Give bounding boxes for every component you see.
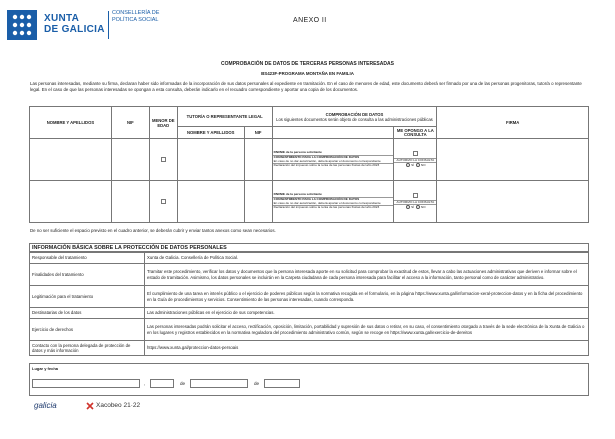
col-header-tutor: TUTOR/A O REPRESENTANTE LEGAL bbox=[177, 107, 272, 127]
no-radio[interactable] bbox=[416, 205, 420, 209]
table-row bbox=[30, 286, 589, 308]
consent-item: Declaración del impuesto sobre la renta de las personas físicas del año 2023 bbox=[273, 163, 380, 168]
minor-checkbox[interactable] bbox=[161, 199, 166, 204]
dp-label: Destinatarias de los datos bbox=[30, 308, 145, 319]
col-header-name: NOMBRE Y APELLIDOS bbox=[30, 107, 112, 139]
no-label: NO bbox=[420, 205, 426, 210]
intro-paragraph: Las personas interesadas, mediante su firma, declaran haber sido informadas de la incorporación de sus datos personales al expediente en tramitación. En el caso de menores de edad, este documento deberá ser firmado por una de las personas progenitoras, tutor/a o representante legal. En el caso de que las personas interesadas se opongan a esta consulta, deberán indicarlo en el recuadro correspondiente y aportar una copia de los documentos. bbox=[30, 81, 582, 92]
authorize-label: AUTORIZO LA CONSULTA bbox=[394, 201, 436, 206]
insufficient-space-note: De no ser suficiente el espacio previsto en el cuadro anterior, se deberán cubrir y enviar tantos anexos como sean necesarios. bbox=[30, 228, 276, 233]
table-row bbox=[30, 264, 589, 286]
place-field[interactable] bbox=[32, 379, 140, 388]
tutor-nif-field[interactable] bbox=[244, 139, 272, 181]
dp-value: El cumplimiento de una tarea en interés público o el ejercicio de poderes públicos según la normativa recogida en el formulario, en la página https://www.xunta.gal/informacion-xeral-proteccion-datos y en la ficha del procedimiento en la Guía de procedimientos y servicios. Consentimiento de las personas interesadas, cuando corresponda. bbox=[145, 286, 589, 308]
oppose-checkbox[interactable] bbox=[413, 151, 418, 156]
col-header-nif: NIF bbox=[111, 107, 149, 139]
tutor-name-field[interactable] bbox=[177, 181, 244, 223]
col-header-oppose: ME OPONGO A LA CONSULTA bbox=[394, 127, 437, 139]
table-row bbox=[30, 181, 589, 223]
table-row bbox=[30, 319, 589, 341]
table-row bbox=[30, 308, 589, 319]
year-field[interactable] bbox=[264, 379, 300, 388]
place-date-label: Lugar y fecha bbox=[32, 366, 59, 371]
dp-value: Tramitar este procedimiento, verificar los datos y documentos que la persona interesada aporte en su solicitud para comprobar la exactitud de estos, llevar a cabo las actuaciones administrativas que deriven e informar sobre el estado de tramitación. Asimismo, los datos personales se incluirán en la Carpeta ciudadana de cada persona interesada para facilitar el acceso a la información, tanto personal como de carácter administrativo. bbox=[145, 264, 589, 286]
galicia-brand-logo: galicia bbox=[34, 401, 57, 410]
table-row bbox=[30, 139, 589, 181]
data-protection-table bbox=[29, 252, 589, 356]
consent-item: CONSENTIMIENTO PARA LA COMPROBACIÓN DE DATOS bbox=[273, 196, 360, 201]
data-protection-title: INFORMACIÓN BÁSICA SOBRE LA PROTECCIÓN DE DATOS PERSONALES bbox=[29, 243, 589, 252]
nif-field[interactable] bbox=[111, 181, 149, 223]
consent-item: En caso de no dar autorización, deberá aportar el documento correspondiente bbox=[273, 158, 381, 163]
yes-radio[interactable] bbox=[406, 163, 410, 167]
no-label: NO bbox=[420, 163, 426, 168]
dp-label: Legitimación para el tratamiento bbox=[30, 286, 145, 308]
consent-list bbox=[272, 139, 394, 181]
tutor-nif-field[interactable] bbox=[244, 181, 272, 223]
tutor-name-field[interactable] bbox=[177, 139, 244, 181]
third-parties-table bbox=[29, 106, 589, 223]
col-header-sign: FIRMA bbox=[437, 107, 589, 139]
annex-label: ANEXO II bbox=[293, 17, 327, 24]
yes-radio[interactable] bbox=[406, 205, 410, 209]
data-check-subtitle: Los siguientes documentos serán objeto de consulta a las administraciones públicas bbox=[276, 116, 433, 122]
dp-label: Contacto con la persona delegada de protección de datos y más información bbox=[30, 341, 145, 356]
xacobeo-mark-icon bbox=[86, 402, 94, 410]
document-subtitle: BS423F-PROGRAMA MONTAÑA EN FAMILIA bbox=[261, 71, 354, 76]
month-field[interactable] bbox=[190, 379, 248, 388]
comma-separator: , bbox=[144, 381, 146, 386]
consent-item: DNI/NIE de la persona solicitante bbox=[273, 149, 322, 154]
xunta-emblem-icon bbox=[6, 9, 38, 41]
dp-label: Ejercicio de derechos bbox=[30, 319, 145, 341]
table-row bbox=[30, 341, 589, 356]
authorize-label: AUTORIZO LA CONSULTA bbox=[394, 159, 436, 164]
minor-checkbox[interactable] bbox=[161, 157, 166, 162]
dp-label: Responsable del tratamiento bbox=[30, 253, 145, 264]
xacobeo-text: Xacobeo 21·22 bbox=[96, 402, 141, 409]
signature-field[interactable] bbox=[437, 139, 589, 181]
col-header-tutor-nif: NIF bbox=[244, 127, 272, 139]
yes-label: SÍ bbox=[411, 205, 415, 210]
consent-item: DNI/NIE de la persona solicitante bbox=[273, 191, 322, 196]
xunta-logo bbox=[6, 9, 160, 49]
yes-label: SÍ bbox=[411, 163, 415, 168]
dp-value: Las administraciones públicas en el ejercicio de sus competencias. bbox=[145, 308, 589, 319]
col-header-data-check bbox=[272, 107, 437, 127]
dp-value: Xunta de Galicia. Consellería de Política Social. bbox=[145, 253, 589, 264]
nif-field[interactable] bbox=[111, 139, 149, 181]
de-separator: de bbox=[180, 381, 186, 386]
consent-item: En caso de no dar autorización, deberá aportar el documento correspondiente bbox=[273, 200, 381, 205]
place-date-section bbox=[29, 363, 589, 396]
col-header-tutor-name: NOMBRE Y APELLIDOS bbox=[177, 127, 244, 139]
consent-item: CONSENTIMIENTO PARA LA COMPROBACIÓN DE DATOS bbox=[273, 154, 360, 159]
signature-field[interactable] bbox=[437, 181, 589, 223]
dp-value: Las personas interesadas podrán solicitar el acceso, rectificación, oposición, limitación, portabilidad y supresión de sus datos o retirar, en su caso, el consentimiento otorgado a través de la sede electrónica de la Xunta de Galicia o en los lugares y registros establecidos en la normativa reguladora del procedimiento administrativo común, según se recoge en https://www.xunta.gal/exercicio-de-dereitos bbox=[145, 319, 589, 341]
day-field[interactable] bbox=[150, 379, 174, 388]
department-name: CONSELLERÍA DE POLÍTICA SOCIAL bbox=[112, 10, 160, 23]
logo-galicia-text: DE GALICIA bbox=[44, 24, 105, 35]
name-field[interactable] bbox=[30, 139, 112, 181]
name-field[interactable] bbox=[30, 181, 112, 223]
oppose-checkbox[interactable] bbox=[413, 193, 418, 198]
de-separator: de bbox=[254, 381, 260, 386]
xacobeo-logo bbox=[96, 402, 140, 409]
logo-divider bbox=[108, 11, 109, 39]
logo-xunta-text: XUNTA bbox=[44, 13, 80, 24]
consent-item: Declaración del impuesto sobre la renta de las personas físicas del año 2023 bbox=[273, 205, 380, 210]
dp-value: https://www.xunta.gal/proteccion-datos-persoais bbox=[145, 341, 589, 356]
table-row bbox=[30, 253, 589, 264]
consent-list bbox=[272, 181, 394, 223]
col-header-minor: MENOR DE EDAD bbox=[149, 107, 177, 139]
no-radio[interactable] bbox=[416, 163, 420, 167]
document-title: COMPROBACIÓN DE DATOS DE TERCERAS PERSONAS INTERESADAS bbox=[221, 61, 394, 67]
data-check-title: COMPROBACIÓN DE DATOS bbox=[325, 111, 384, 117]
dp-label: Finalidades del tratamiento bbox=[30, 264, 145, 286]
